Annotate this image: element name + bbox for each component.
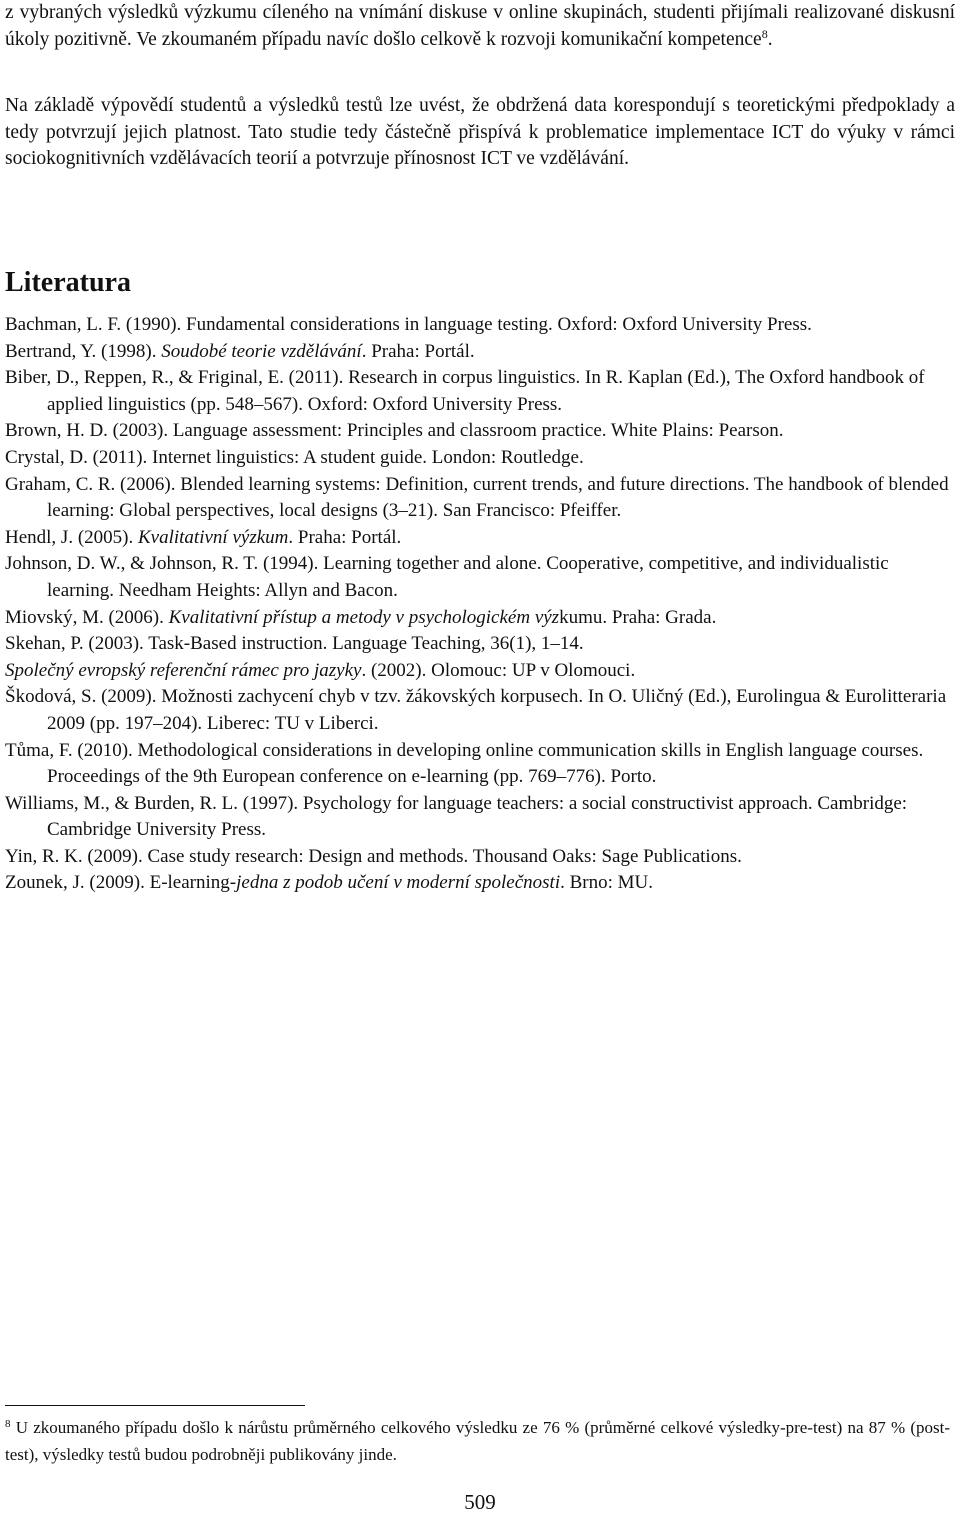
reference-entry bbox=[5, 312, 957, 339]
reference-text: Tůma, F. (2010). Methodological considerations in developing online communication skills in English language courses. Proceedings of the 9th European conference on e-learning (pp. 769–776). Porto. bbox=[5, 739, 924, 788]
reference-text: Brown, H. D. (2003). Language assessment: Principles and classroom practice. White Plains: Pearson. bbox=[5, 420, 784, 442]
reference-entry bbox=[5, 658, 957, 685]
reference-text: Hendl, J. (2005). bbox=[5, 526, 138, 548]
reference-entry bbox=[5, 738, 957, 791]
reference-text-tail: . (2002). Olomouc: UP v Olomouci. bbox=[361, 659, 636, 681]
reference-entry bbox=[5, 365, 957, 418]
reference-entry bbox=[5, 472, 957, 525]
reference-text: Bachman, L. F. (1990). Fundamental considerations in language testing. Oxford: Oxford University Press. bbox=[5, 314, 812, 335]
footnote-separator bbox=[5, 1405, 305, 1406]
reference-list bbox=[5, 312, 957, 897]
reference-entry bbox=[5, 445, 957, 472]
reference-text: Bertrand, Y. (1998). bbox=[5, 340, 162, 362]
reference-text: Zounek, J. (2009). E-learning- bbox=[5, 872, 237, 894]
reference-text: Skehan, P. (2003). Task-Based instruction. Language Teaching, 36(1), 1–14. bbox=[5, 633, 584, 655]
body-paragraph-2: Na základě výpovědí studentů a výsledků testů lze uvést, že obdržená data korespondují s teoretickými předpoklady a tedy potvrzují jejich platnost. Tato studie tedy částečně přispívá k problematice implementace ICT do výuky v rámci sociokognitivních vzdělávacích teorií a potvrzuje přínosnost ICT ve vzdělávání. bbox=[5, 95, 955, 170]
reference-entry bbox=[5, 418, 957, 445]
reference-entry bbox=[5, 525, 957, 552]
reference-entry bbox=[5, 791, 957, 844]
reference-entry bbox=[5, 684, 957, 737]
reference-entry bbox=[5, 870, 957, 897]
reference-title-italic: Kvalitativní výzkum bbox=[137, 526, 289, 548]
reference-text: Biber, D., Reppen, R., & Friginal, E. (2011). Research in corpus linguistics. In R. Kaplan (Ed.), The Oxford handbook of applied linguistics (pp. 548–567). Oxford: Oxford University Press. bbox=[5, 367, 925, 415]
reference-text-tail: kumu. Praha: Grada. bbox=[559, 606, 717, 628]
reference-entry bbox=[5, 631, 957, 658]
footnote bbox=[5, 1414, 950, 1468]
reference-title-italic: Společný evropský referenční rámec pro jazyky bbox=[5, 659, 362, 681]
reference-text-tail: . Praha: Portál. bbox=[361, 340, 475, 362]
reference-title-italic: jedna z podob učení v moderní společnosti bbox=[236, 872, 561, 894]
reference-entry bbox=[5, 844, 957, 871]
reference-text-tail: . Brno: MU. bbox=[560, 872, 654, 894]
footnote-text: U zkoumaného případu došlo k nárůstu průměrného celkového výsledku ze 76 % (průměrné celkové výsledky-pre-test) na 87 % (post-test), výsledky testů budou podrobněji publikovány jinde. bbox=[5, 1418, 950, 1464]
literature-heading: Literatura bbox=[5, 267, 131, 298]
reference-entry bbox=[5, 339, 957, 366]
reference-entry bbox=[5, 551, 957, 604]
reference-text: Škodová, S. (2009). Možnosti zachycení chyb v tzv. žákovských korpusech. In O. Uličný (Ed.), Eurolingua & Eurolitteraria 2009 (pp. 197–204). Liberec: TU v Liberci. bbox=[5, 686, 947, 734]
paragraph-1-end: . bbox=[767, 28, 773, 50]
reference-text: Crystal, D. (2011). Internet linguistics: A student guide. London: Routledge. bbox=[5, 446, 584, 468]
reference-title-italic: Soudobé teorie vzdělávání bbox=[161, 340, 362, 362]
reference-text: Williams, M., & Burden, R. L. (1997). Psychology for language teachers: a social constructivist approach. Cambridge: Cambridge University Press. bbox=[5, 792, 908, 841]
reference-text: Miovský, M. (2006). bbox=[5, 606, 169, 628]
reference-text: Johnson, D. W., & Johnson, R. T. (1994). Learning together and alone. Cooperative, competitive, and individualistic learning. Needham Heights: Allyn and Bacon. bbox=[5, 553, 889, 601]
reference-text: Graham, C. R. (2006). Blended learning systems: Definition, current trends, and future directions. The handbook of blended learning: Global perspectives, local designs (3–21). San Francisco: Pfeiffer. bbox=[5, 473, 949, 522]
reference-text-tail: . Praha: Portál. bbox=[288, 526, 402, 548]
reference-title-italic: Kvalitativní přístup a metody v psychologickém výz bbox=[168, 606, 560, 628]
footnote-reference[interactable]: 8 bbox=[761, 26, 768, 41]
page-number: 509 bbox=[464, 1490, 496, 1514]
footnote-marker: 8 bbox=[5, 1418, 11, 1430]
paragraph-1-text: z vybraných výsledků výzkumu cíleného na vnímání diskuse v online skupinách, studenti přijímali realizované diskusní úkoly pozitivně. Ve zkoumaném případu navíc došlo celkově k rozvoji komunikační kompetence bbox=[5, 2, 955, 50]
reference-entry bbox=[5, 605, 957, 632]
body-paragraph-1 bbox=[5, 0, 955, 53]
reference-text: Yin, R. K. (2009). Case study research: Design and methods. Thousand Oaks: Sage Publications. bbox=[5, 845, 742, 867]
